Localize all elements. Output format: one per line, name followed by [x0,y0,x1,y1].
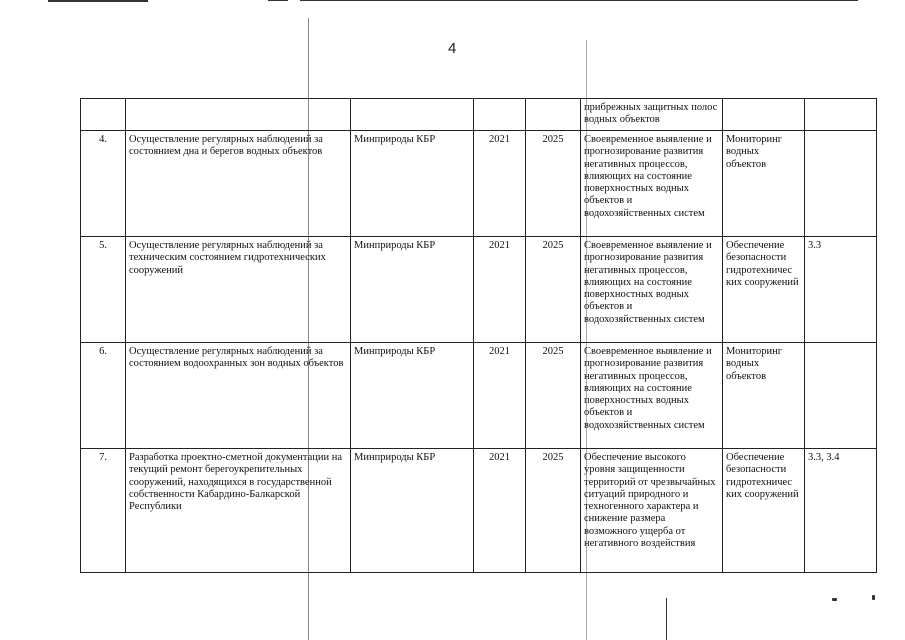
direction-cell: Мониторинг водных объектов [723,131,805,237]
action-cell [126,99,351,131]
indicator-cell [805,99,877,131]
executor-cell: Минприроды КБР [351,237,474,343]
start-year-cell [474,99,526,131]
table-row [81,237,877,343]
direction-cell: Обеспечение безопасности гидротехничес ких сооружений [723,237,805,343]
executor-cell: Минприроды КБР [351,131,474,237]
direction-cell: Обеспечение безопасности гидротехничес ких сооружений [723,449,805,573]
scan-speck [872,595,875,600]
start-year-cell: 2021 [474,131,526,237]
indicator-cell [805,131,877,237]
scan-artifact-bottom-mark [666,598,667,640]
executor-cell [351,99,474,131]
table-row [81,99,877,131]
result-cell: Своевременное выявление и прогнозирование развития негативных процессов, влияющих на состояние поверхностных водных объектов и водохозяйственных систем [581,237,723,343]
direction-cell: Мониторинг водных объектов [723,343,805,449]
end-year-cell: 2025 [526,237,581,343]
scan-speck [832,598,837,601]
end-year-cell: 2025 [526,449,581,573]
row-number [81,99,126,131]
result-cell: Обеспечение высокого уровня защищенности территорий от чрезвычайных ситуаций природного и техногенного характера и снижение размера возможного ущерба от негативного воздействия [581,449,723,573]
end-year-cell: 2025 [526,343,581,449]
end-year-cell [526,99,581,131]
table-row [81,449,877,573]
scan-artifact-top-left [48,0,148,2]
action-cell: Разработка проектно-сметной документации на текущий ремонт берегоукрепительных сооружений, находящихся в государственной собственности Кабардино-Балкарской Республики [126,449,351,573]
table-row [81,131,877,237]
result-cell: Своевременное выявление и прогнозирование развития негативных процессов, влияющих на состояние поверхностных водных объектов и водохозяйственных систем [581,343,723,449]
action-cell: Осуществление регулярных наблюдений за состоянием водоохранных зон водных объектов [126,343,351,449]
result-cell: прибрежных защитных полос водных объектов [581,99,723,131]
direction-cell [723,99,805,131]
result-cell: Своевременное выявление и прогнозирование развития негативных процессов, влияющих на состояние поверхностных водных объектов и водохозяйственных систем [581,131,723,237]
end-year-cell: 2025 [526,131,581,237]
start-year-cell: 2021 [474,237,526,343]
table-row [81,343,877,449]
row-number: 5. [81,237,126,343]
row-number: 6. [81,343,126,449]
row-number: 7. [81,449,126,573]
executor-cell: Минприроды КБР [351,449,474,573]
indicator-cell: 3.3, 3.4 [805,449,877,573]
page-number: 4 [448,40,457,57]
start-year-cell: 2021 [474,343,526,449]
action-cell: Осуществление регулярных наблюдений за состоянием дна и берегов водных объектов [126,131,351,237]
indicator-cell [805,343,877,449]
row-number: 4. [81,131,126,237]
scan-artifact-top-rule [300,0,858,1]
indicator-cell: 3.3 [805,237,877,343]
start-year-cell: 2021 [474,449,526,573]
plan-table [80,98,877,573]
executor-cell: Минприроды КБР [351,343,474,449]
action-cell: Осуществление регулярных наблюдений за техническим состоянием гидротехнических сооружений [126,237,351,343]
scan-artifact-top-mid [268,0,288,1]
